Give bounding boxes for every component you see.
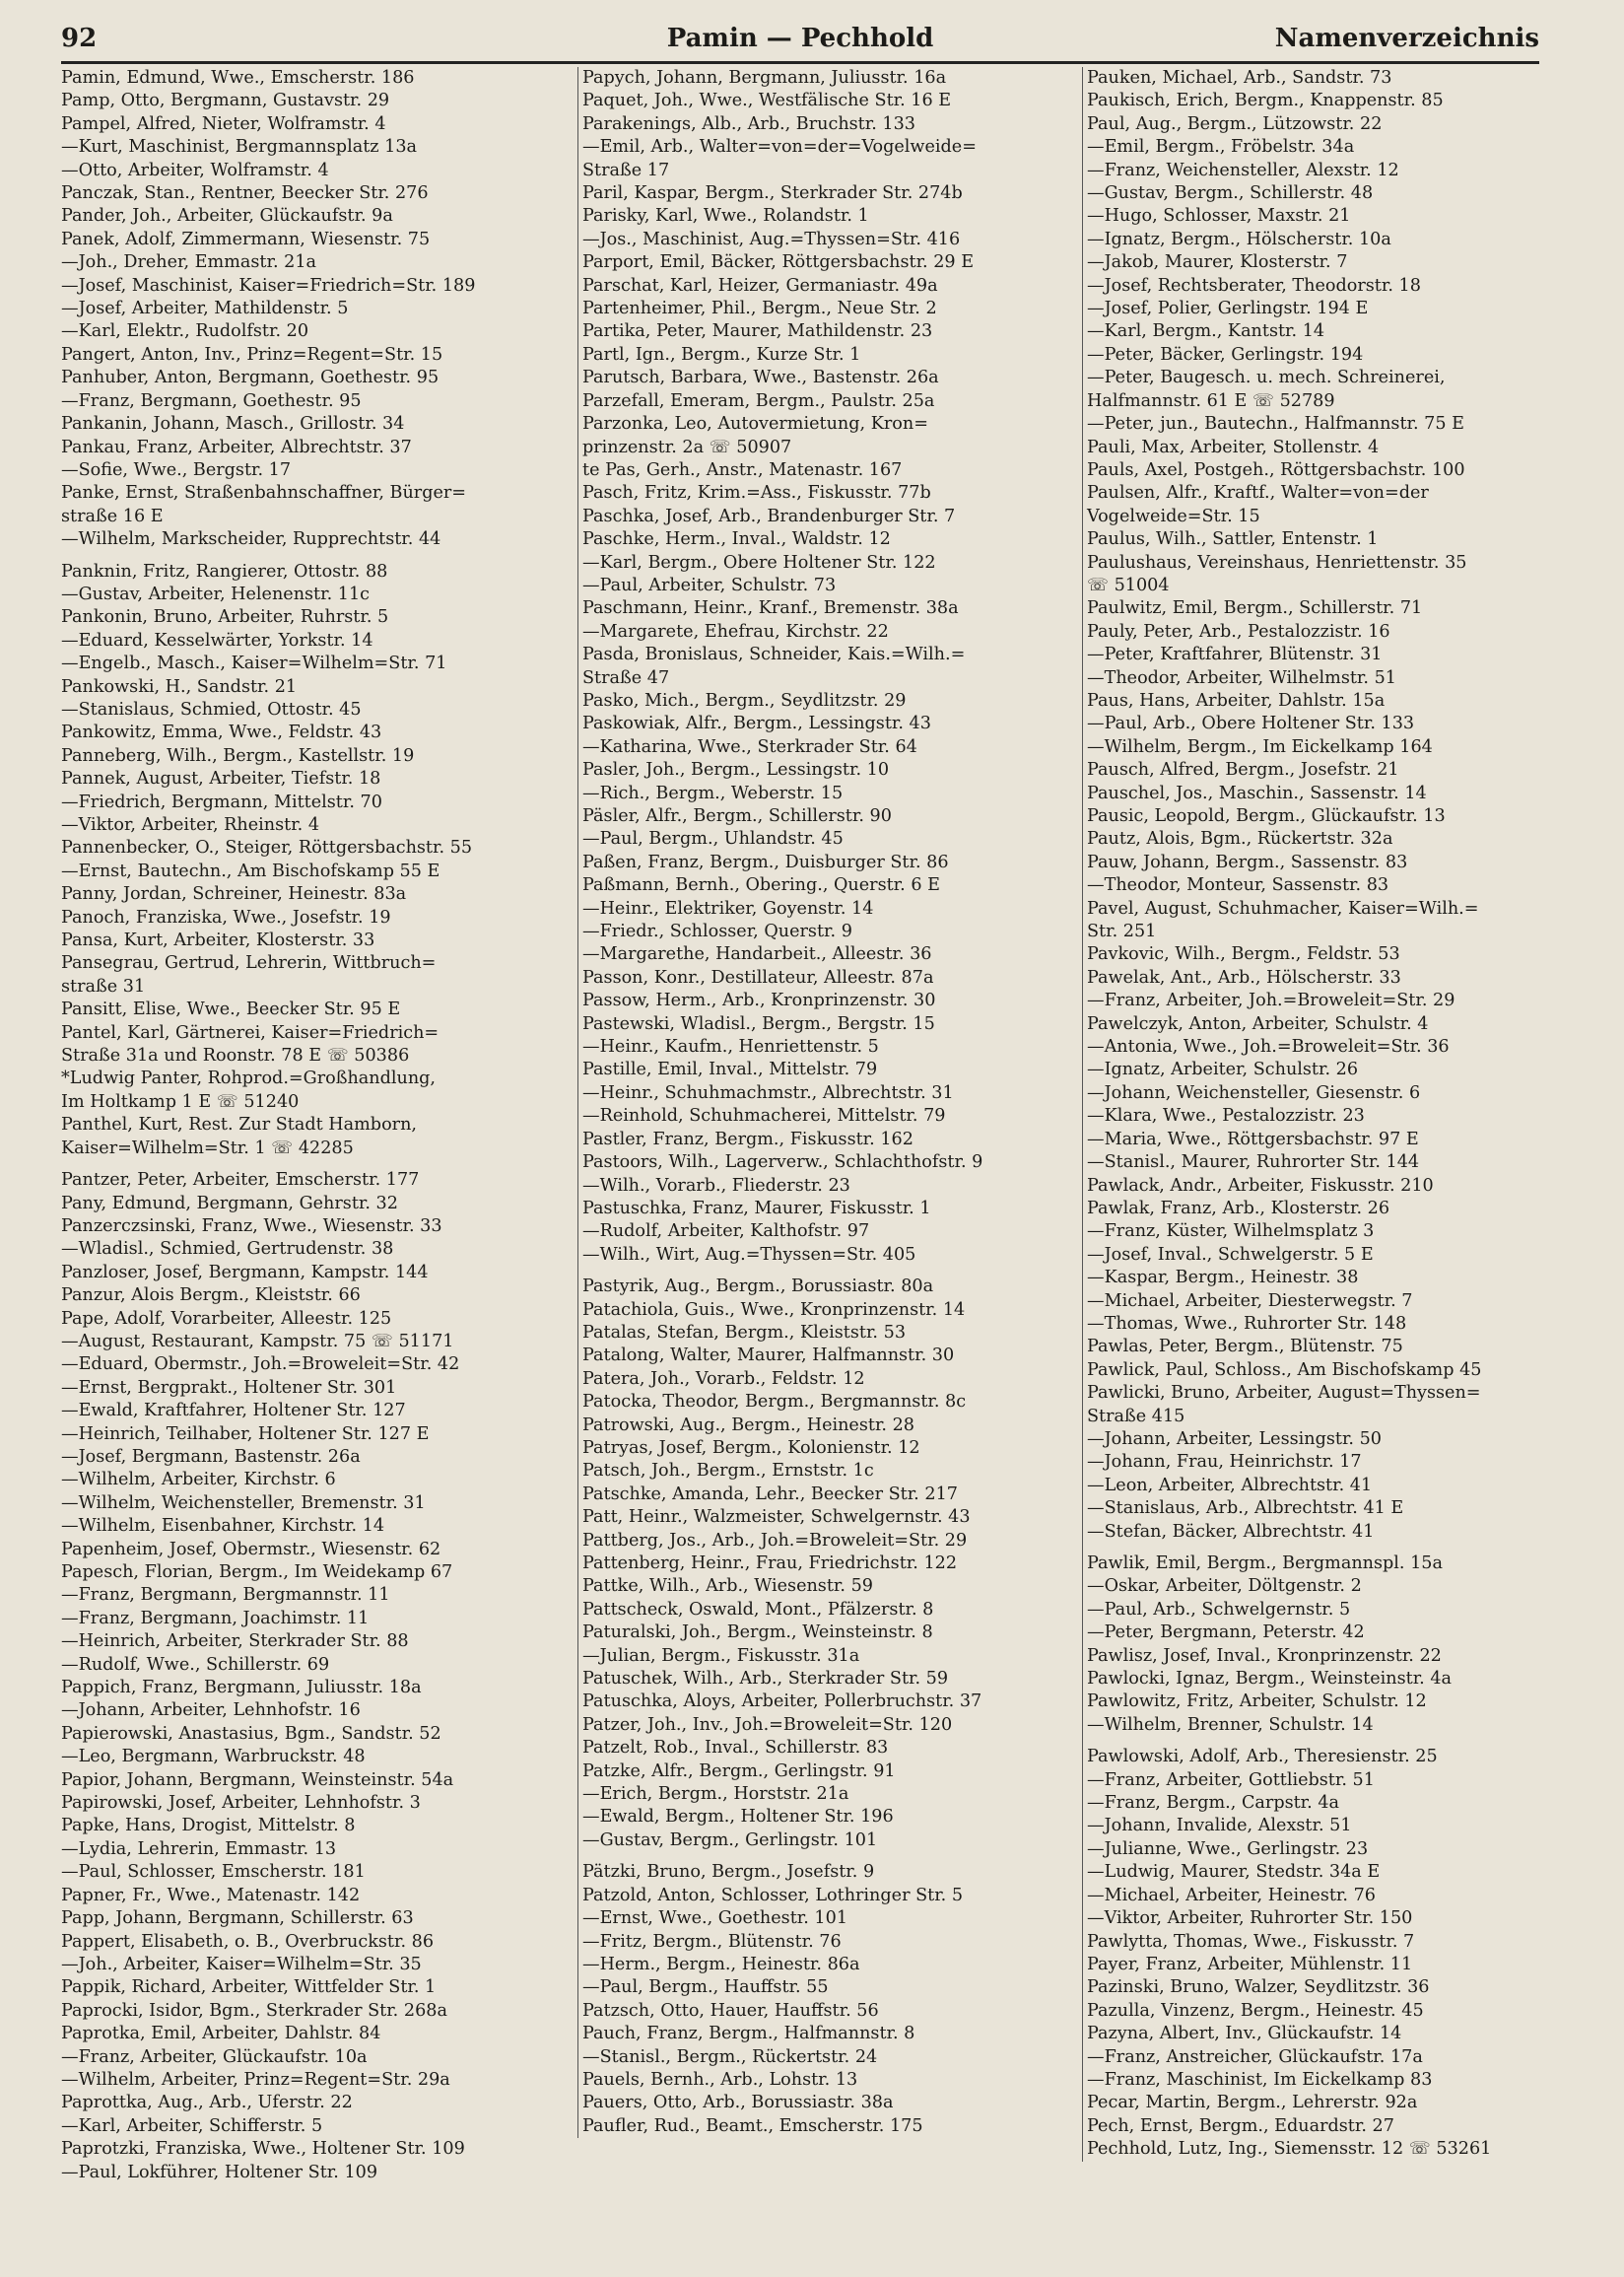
directory-entry: Pankowski, H., Sandstr. 21: [61, 676, 298, 697]
directory-entry: straße 16 E: [61, 506, 164, 526]
directory-entry: Pannek, August, Arbeiter, Tiefstr. 18: [61, 769, 381, 790]
directory-entry: —Ewald, Kraftfahrer, Holtener Str. 127: [61, 1401, 406, 1421]
directory-entry: —Margarethe, Handarbeit., Alleestr. 36: [582, 944, 932, 965]
directory-entry: —Wilh., Wirt, Aug.=Thyssen=Str. 405: [582, 1244, 916, 1265]
directory-entry: Pansa, Kurt, Arbeiter, Klosterstr. 33: [61, 931, 375, 951]
directory-entry: Pazulla, Vinzenz, Bergm., Heinestr. 45: [1087, 2000, 1424, 2021]
directory-entry: Panzur, Alois Bergm., Kleiststr. 66: [61, 1285, 361, 1306]
directory-entry: Pamin, Edmund, Wwe., Emscherstr. 186: [61, 68, 415, 88]
directory-entry: Patocka, Theodor, Bergm., Bergmannstr. 8c: [582, 1392, 967, 1413]
directory-entry: —Peter, Bäcker, Gerlingstr. 194: [1087, 344, 1364, 365]
directory-entry: Patzer, Joh., Inv., Joh.=Broweleit=Str. 120: [582, 1714, 953, 1735]
directory-entry: —Viktor, Arbeiter, Rheinstr. 4: [61, 815, 320, 835]
directory-entry: Pappert, Elisabeth, o. B., Overbruckstr. 86: [61, 1931, 435, 1952]
directory-entry: —Karl, Bergm., Obere Holtener Str. 122: [582, 552, 936, 573]
directory-entry: Paßmann, Bernh., Obering., Querstr. 6 E: [582, 875, 940, 896]
directory-entry: —Kurt, Maschinist, Bergmannsplatz 13a: [61, 137, 417, 158]
directory-entry: Pawlowski, Adolf, Arb., Theresienstr. 25: [1087, 1747, 1438, 1767]
directory-entry: Parzefall, Emeram, Bergm., Paulstr. 25a: [582, 390, 935, 411]
directory-entry: —Stanisl., Bergm., Rückertstr. 24: [582, 2046, 878, 2067]
directory-entry: —Sofie, Wwe., Bergstr. 17: [61, 459, 292, 480]
directory-entry: Pappik, Richard, Arbeiter, Wittfelder Str. 1: [61, 1977, 437, 1998]
directory-entry: Pawlack, Andr., Arbeiter, Fiskusstr. 210: [1087, 1175, 1434, 1196]
directory-entry: —Rich., Bergm., Weberstr. 15: [582, 783, 844, 803]
directory-column-2: [577, 67, 1080, 2138]
directory-entry: Pappich, Franz, Bergmann, Juliusstr. 18a: [61, 1678, 422, 1698]
directory-entry: Im Holtkamp 1 E ☏ 51240: [61, 1091, 300, 1112]
directory-entry: —Wilhelm, Arbeiter, Prinz=Regent=Str. 29a: [61, 2069, 450, 2090]
directory-entry: Päsler, Alfr., Bergm., Schillerstr. 90: [582, 806, 892, 826]
directory-entry: Paschmann, Heinr., Kranf., Bremenstr. 38a: [582, 598, 959, 619]
entry-spacer: [582, 1852, 1080, 1861]
directory-entry: Paturalski, Joh., Bergm., Weinsteinstr. 8: [582, 1622, 933, 1643]
directory-entry: —Emil, Arb., Walter=von=der=Vogelweide=: [582, 137, 977, 158]
directory-entry: —Kaspar, Bergm., Heinestr. 38: [1087, 1268, 1359, 1288]
directory-entry: —Paul, Schlosser, Emscherstr. 181: [61, 1862, 366, 1883]
directory-entry: Partl, Ign., Bergm., Kurze Str. 1: [582, 344, 861, 365]
directory-entry: —Franz, Bergmann, Joachimstr. 11: [61, 1608, 370, 1628]
directory-entry: —Ewald, Bergm., Holtener Str. 196: [582, 1807, 894, 1828]
directory-entry: Pasler, Joh., Bergm., Lessingstr. 10: [582, 760, 890, 781]
directory-entry: Pany, Edmund, Bergmann, Gehrstr. 32: [61, 1193, 398, 1213]
directory-entry: —Wladisl., Schmied, Gertrudenstr. 38: [61, 1239, 394, 1260]
directory-entry: Pawlak, Franz, Arb., Klosterstr. 26: [1087, 1198, 1390, 1218]
directory-entry: —Franz, Bergmann, Bergmannstr. 11: [61, 1585, 390, 1606]
directory-entry: —Stanislaus, Arb., Albrechtstr. 41 E: [1087, 1498, 1404, 1519]
directory-entry: —Joh., Arbeiter, Kaiser=Wilhelm=Str. 35: [61, 1954, 422, 1974]
directory-entry: Pawlick, Paul, Schloss., Am Bischofskamp 45: [1087, 1359, 1482, 1380]
directory-entry: Str. 251: [1087, 922, 1157, 942]
directory-entry: Pauschel, Jos., Maschin., Sassenstr. 14: [1087, 783, 1427, 803]
directory-entry: Pastyrik, Aug., Bergm., Borussiastr. 80a: [582, 1276, 934, 1297]
directory-entry: —Johann, Arbeiter, Lehnhofstr. 16: [61, 1700, 361, 1721]
directory-entry: —Rudolf, Arbeiter, Kalthofstr. 97: [582, 1221, 870, 1242]
directory-entry: —Lydia, Lehrerin, Emmastr. 13: [61, 1838, 337, 1859]
directory-entry: —Erich, Bergm., Horststr. 21a: [582, 1784, 849, 1805]
directory-entry: Paril, Kaspar, Bergm., Sterkrader Str. 274b: [582, 183, 963, 204]
directory-entry: Pawlocki, Ignaz, Bergm., Weinsteinstr. 4a: [1087, 1669, 1453, 1690]
section-title: Namenverzeichnis: [1274, 24, 1539, 53]
directory-entry: Pattenberg, Heinr., Frau, Friedrichstr. 122: [582, 1553, 958, 1573]
directory-entry: —Friedrich, Bergmann, Mittelstr. 70: [61, 792, 382, 812]
directory-entry: Vogelweide=Str. 15: [1087, 506, 1260, 526]
directory-entry: Pasda, Bronislaus, Schneider, Kais.=Wilh.=: [582, 645, 966, 665]
directory-entry: Patera, Joh., Vorarb., Feldstr. 12: [582, 1368, 865, 1389]
directory-entry: —Josef, Rechtsberater, Theodorstr. 18: [1087, 275, 1421, 296]
directory-entry: Pausch, Alfred, Bergm., Josefstr. 21: [1087, 760, 1399, 781]
directory-entry: —Jakob, Maurer, Klosterstr. 7: [1087, 252, 1348, 273]
directory-entry: —Antonia, Wwe., Joh.=Broweleit=Str. 36: [1087, 1037, 1450, 1058]
directory-entry: —Wilhelm, Eisenbahner, Kirchstr. 14: [61, 1516, 385, 1537]
directory-entry: Pampel, Alfred, Nieter, Wolframstr. 4: [61, 113, 386, 134]
directory-entry: —Wilhelm, Brenner, Schulstr. 14: [1087, 1714, 1374, 1735]
directory-entry: Panhuber, Anton, Bergmann, Goethestr. 95: [61, 368, 440, 388]
entry-spacer: [61, 552, 559, 561]
directory-entry: Patzke, Alfr., Bergm., Gerlingstr. 91: [582, 1760, 896, 1781]
directory-entry: Halfmannstr. 61 E ☏ 52789: [1087, 390, 1335, 411]
directory-entry: Paulwitz, Emil, Bergm., Schillerstr. 71: [1087, 598, 1423, 619]
directory-entry: Parzonka, Leo, Autovermietung, Kron=: [582, 414, 928, 435]
directory-entry: straße 31: [61, 976, 146, 997]
directory-entry: —Heinr., Elektriker, Goyenstr. 14: [582, 898, 874, 919]
directory-entry: Pankanin, Johann, Masch., Grillostr. 34: [61, 414, 405, 435]
directory-entry: Pavkovic, Wilh., Bergm., Feldstr. 53: [1087, 944, 1400, 965]
directory-entry: —Heinr., Schuhmachmstr., Albrechtstr. 31: [582, 1082, 954, 1103]
directory-entry: —Johann, Frau, Heinrichstr. 17: [1087, 1452, 1362, 1473]
directory-entry: —Franz, Anstreicher, Glückaufstr. 17a: [1087, 2046, 1423, 2067]
directory-entry: Pawelczyk, Anton, Arbeiter, Schulstr. 4: [1087, 1013, 1429, 1034]
directory-entry: Papirowski, Josef, Arbeiter, Lehnhofstr. 3: [61, 1793, 421, 1814]
directory-entry: —Stefan, Bäcker, Albrechtstr. 41: [1087, 1521, 1375, 1542]
directory-entry: —Karl, Arbeiter, Schifferstr. 5: [61, 2115, 323, 2136]
directory-entry: —Gustav, Arbeiter, Helenenstr. 11c: [61, 584, 371, 604]
directory-entry: —Julianne, Wwe., Gerlingstr. 23: [1087, 1838, 1369, 1859]
directory-entry: —Heinr., Kaufm., Henriettenstr. 5: [582, 1037, 879, 1058]
directory-entry: Straße 31a und Roonstr. 78 E ☏ 50386: [61, 1046, 410, 1067]
directory-entry: Pansitt, Elise, Wwe., Beecker Str. 95 E: [61, 1000, 401, 1020]
directory-entry: Patzelt, Rob., Inval., Schillerstr. 83: [582, 1738, 889, 1759]
directory-entry: —Ernst, Bautechn., Am Bischofskamp 55 E: [61, 861, 440, 881]
directory-entry: —Josef, Polier, Gerlingstr. 194 E: [1087, 299, 1369, 319]
directory-entry: Paprottka, Aug., Arb., Uferstr. 22: [61, 2093, 353, 2113]
directory-entry: —August, Restaurant, Kampstr. 75 ☏ 51171: [61, 1331, 454, 1351]
page-header: [61, 22, 1539, 64]
directory-entry: Pankowitz, Emma, Wwe., Feldstr. 43: [61, 723, 382, 743]
directory-entry: Parutsch, Barbara, Wwe., Bastenstr. 26a: [582, 368, 939, 388]
directory-entry: —Oskar, Arbeiter, Döltgenstr. 2: [1087, 1576, 1362, 1597]
directory-entry: Patrowski, Aug., Bergm., Heinestr. 28: [582, 1414, 914, 1435]
directory-entry: Partika, Peter, Maurer, Mathildenstr. 23: [582, 321, 933, 342]
directory-entry: Paulushaus, Vereinshaus, Henriettenstr. 35: [1087, 552, 1467, 573]
directory-entry: Papp, Johann, Bergmann, Schillerstr. 63: [61, 1908, 414, 1929]
directory-entry: —Franz, Küster, Wilhelmsplatz 3: [1087, 1221, 1375, 1242]
directory-entry: —Otto, Arbeiter, Wolframstr. 4: [61, 160, 329, 180]
directory-entry: —Franz, Maschinist, Im Eickelkamp 83: [1087, 2069, 1433, 2090]
directory-entry: Straße 17: [582, 160, 670, 180]
directory-entry: Pastille, Emil, Inval., Mittelstr. 79: [582, 1060, 878, 1080]
directory-entry: Pech, Ernst, Bergm., Eduardstr. 27: [1087, 2115, 1394, 2136]
entry-spacer: [61, 1160, 559, 1169]
directory-entry: Panthel, Kurt, Rest. Zur Stadt Hamborn,: [61, 1115, 417, 1136]
directory-entry: Pastewski, Wladisl., Bergm., Bergstr. 15: [582, 1013, 935, 1034]
directory-entry: —Ignatz, Arbeiter, Schulstr. 26: [1087, 1060, 1359, 1080]
directory-entry: —Paul, Arb., Schwelgernstr. 5: [1087, 1599, 1351, 1620]
directory-entry: —Friedr., Schlosser, Querstr. 9: [582, 922, 852, 942]
directory-entry: Pasch, Fritz, Krim.=Ass., Fiskusstr. 77b: [582, 483, 931, 504]
directory-entry: Pauli, Max, Arbeiter, Stollenstr. 4: [1087, 437, 1380, 457]
directory-entry: —Margarete, Ehefrau, Kirchstr. 22: [582, 621, 889, 642]
directory-entry: Panek, Adolf, Zimmermann, Wiesenstr. 75: [61, 229, 431, 249]
directory-entry: Parport, Emil, Bäcker, Röttgersbachstr. 29 E: [582, 252, 975, 273]
directory-entry: Pauch, Franz, Bergm., Halfmannstr. 8: [582, 2024, 915, 2044]
directory-entry: —Michael, Arbeiter, Diesterwegstr. 7: [1087, 1290, 1413, 1311]
directory-entry: —Karl, Bergm., Kantstr. 14: [1087, 321, 1325, 342]
directory-column-3: [1082, 67, 1585, 2162]
directory-entry: Pauw, Johann, Bergm., Sassenstr. 83: [1087, 852, 1408, 872]
directory-entry: —Johann, Arbeiter, Lessingstr. 50: [1087, 1428, 1382, 1449]
directory-entry: —Stanislaus, Schmied, Ottostr. 45: [61, 699, 362, 720]
directory-entry: Patalong, Walter, Maurer, Halfmannstr. 30: [582, 1346, 955, 1366]
directory-entry: Straße 415: [1087, 1406, 1185, 1426]
directory-entry: —Paul, Bergm., Uhlandstr. 45: [582, 829, 844, 850]
directory-entry: —Jos., Maschinist, Aug.=Thyssen=Str. 416: [582, 229, 961, 249]
page-number: 92: [61, 24, 98, 53]
directory-entry: —Gustav, Bergm., Schillerstr. 48: [1087, 183, 1374, 204]
directory-entry: —Julian, Bergm., Fiskusstr. 31a: [582, 1645, 860, 1666]
directory-entry: Papior, Johann, Bergmann, Weinsteinstr. 54a: [61, 1769, 454, 1790]
directory-entry: Panknin, Fritz, Rangierer, Ottostr. 88: [61, 561, 388, 582]
directory-entry: Pazinski, Bruno, Walzer, Seydlitzstr. 36: [1087, 1977, 1430, 1998]
directory-entry: Papych, Johann, Bergmann, Juliusstr. 16a: [582, 68, 947, 88]
directory-entry: Patzsch, Otto, Hauer, Hauffstr. 56: [582, 2000, 879, 2021]
directory-entry: —Heinrich, Arbeiter, Sterkrader Str. 88: [61, 1631, 409, 1652]
directory-entry: Patschke, Amanda, Lehr., Beecker Str. 217: [582, 1484, 958, 1504]
directory-entry: —Engelb., Masch., Kaiser=Wilhelm=Str. 71: [61, 654, 447, 674]
directory-entry: —Peter, Baugesch. u. mech. Schreinerei,: [1087, 368, 1446, 388]
directory-entry: Pander, Joh., Arbeiter, Glückaufstr. 9a: [61, 206, 393, 227]
directory-entry: —Herm., Bergm., Heinestr. 86a: [582, 1954, 860, 1974]
entry-spacer: [582, 1267, 1080, 1276]
directory-entry: —Wilhelm, Bergm., Im Eickelkamp 164: [1087, 736, 1433, 757]
directory-entry: Patuschka, Aloys, Arbeiter, Pollerbruchstr. 37: [582, 1691, 982, 1712]
directory-entry: —Heinrich, Teilhaber, Holtener Str. 127 E: [61, 1423, 430, 1444]
directory-entry: Pätzki, Bruno, Bergm., Josefstr. 9: [582, 1862, 875, 1883]
directory-entry: Patt, Heinr., Walzmeister, Schwelgernstr. 43: [582, 1507, 971, 1528]
directory-entry: —Franz, Arbeiter, Glückaufstr. 10a: [61, 2046, 368, 2067]
directory-entry: Pawelak, Ant., Arb., Hölscherstr. 33: [1087, 967, 1401, 988]
directory-entry: Pauers, Otto, Arb., Borussiastr. 38a: [582, 2093, 894, 2113]
directory-entry: Pamp, Otto, Bergmann, Gustavstr. 29: [61, 91, 390, 111]
directory-entry: Parisky, Karl, Wwe., Rolandstr. 1: [582, 206, 869, 227]
directory-entry: —Paul, Lokführer, Holtener Str. 109: [61, 2162, 378, 2182]
directory-entry: —Josef, Maschinist, Kaiser=Friedrich=Str. 189: [61, 275, 476, 296]
directory-entry: —Fritz, Bergm., Blütenstr. 76: [582, 1931, 842, 1952]
directory-entry: Paprocki, Isidor, Bgm., Sterkrader Str. 268a: [61, 2000, 447, 2021]
directory-entry: Pawlicki, Bruno, Arbeiter, August=Thyssen=: [1087, 1383, 1481, 1404]
directory-entry: Pauken, Michael, Arb., Sandstr. 73: [1087, 68, 1392, 88]
directory-entry: Patalas, Stefan, Bergm., Kleiststr. 53: [582, 1322, 907, 1343]
directory-entry: —Theodor, Monteur, Sassenstr. 83: [1087, 875, 1389, 896]
directory-entry: Papke, Hans, Drogist, Mittelstr. 8: [61, 1816, 356, 1836]
directory-entry: —Wilhelm, Weichensteller, Bremenstr. 31: [61, 1492, 426, 1513]
directory-entry: Pape, Adolf, Vorarbeiter, Alleestr. 125: [61, 1308, 392, 1329]
directory-entry: Pangert, Anton, Inv., Prinz=Regent=Str. 15: [61, 344, 443, 365]
directory-entry: Pauly, Peter, Arb., Pestalozzistr. 16: [1087, 621, 1390, 642]
directory-entry: Pansegrau, Gertrud, Lehrerin, Wittbruch=: [61, 953, 437, 974]
directory-entry: —Josef, Bergmann, Bastenstr. 26a: [61, 1446, 361, 1467]
directory-entry: Pawlas, Peter, Bergm., Blütenstr. 75: [1087, 1337, 1403, 1357]
directory-entry: —Viktor, Arbeiter, Ruhrorter Str. 150: [1087, 1908, 1413, 1929]
directory-entry: Papenheim, Josef, Obermstr., Wiesenstr. 62: [61, 1539, 441, 1559]
directory-entry: —Klara, Wwe., Pestalozzistr. 23: [1087, 1106, 1365, 1127]
directory-entry: Pavel, August, Schuhmacher, Kaiser=Wilh.=: [1087, 898, 1479, 919]
directory-entry: —Ernst, Bergprakt., Holtener Str. 301: [61, 1377, 397, 1398]
directory-entry: Paufler, Rud., Beamt., Emscherstr. 175: [582, 2115, 923, 2136]
directory-entry: —Wilhelm, Markscheider, Rupprechtstr. 44: [61, 529, 441, 550]
directory-entry: Paprotzki, Franziska, Wwe., Holtener Str. 109: [61, 2139, 465, 2160]
directory-entry: Passon, Konr., Destillateur, Alleestr. 87a: [582, 967, 934, 988]
directory-entry: Panke, Ernst, Straßenbahnschaffner, Bürger=: [61, 483, 467, 504]
directory-entry: —Peter, jun., Bautechn., Halfmannstr. 75 E: [1087, 414, 1465, 435]
directory-entry: —Hugo, Schlosser, Maxstr. 21: [1087, 206, 1351, 227]
directory-entry: Paschke, Herm., Inval., Waldstr. 12: [582, 529, 891, 550]
directory-entry: Patzold, Anton, Schlosser, Lothringer Str. 5: [582, 1885, 964, 1905]
directory-entry: Pantzer, Peter, Arbeiter, Emscherstr. 177: [61, 1170, 420, 1191]
directory-entry: —Wilh., Vorarb., Fliederstr. 23: [582, 1175, 850, 1196]
directory-entry: —Joh., Dreher, Emmastr. 21a: [61, 252, 317, 273]
directory-entry: Payer, Franz, Arbeiter, Mühlenstr. 11: [1087, 1954, 1413, 1974]
directory-entry: Paulus, Wilh., Sattler, Entenstr. 1: [1087, 529, 1379, 550]
directory-entry: ☏ 51004: [1087, 575, 1170, 595]
directory-entry: Panzerczsinski, Franz, Wwe., Wiesenstr. 33: [61, 1215, 442, 1236]
directory-entry: Paprotka, Emil, Arbeiter, Dahlstr. 84: [61, 2024, 381, 2044]
directory-entry: Pattke, Wilh., Arb., Wiesenstr. 59: [582, 1576, 873, 1597]
directory-entry: Pazyna, Albert, Inv., Glückaufstr. 14: [1087, 2024, 1402, 2044]
directory-entry: Paquet, Joh., Wwe., Westfälische Str. 16 E: [582, 91, 952, 111]
directory-entry: —Thomas, Wwe., Ruhrorter Str. 148: [1087, 1313, 1407, 1334]
entry-spacer: [1087, 1544, 1585, 1552]
directory-entry: —Katharina, Wwe., Sterkrader Str. 64: [582, 736, 917, 757]
directory-entry: Pattberg, Jos., Arb., Joh.=Broweleit=Str. 29: [582, 1530, 968, 1551]
directory-entry: —Paul, Arb., Obere Holtener Str. 133: [1087, 714, 1415, 734]
directory-entry: —Franz, Bergm., Carpstr. 4a: [1087, 1793, 1340, 1814]
directory-entry: —Rudolf, Wwe., Schillerstr. 69: [61, 1654, 330, 1675]
directory-entry: Patryas, Josef, Bergm., Kolonienstr. 12: [582, 1437, 920, 1458]
directory-entry: Papner, Fr., Wwe., Matenastr. 142: [61, 1885, 361, 1905]
directory-entry: —Peter, Bergmann, Peterstr. 42: [1087, 1622, 1365, 1643]
directory-entry: —Emil, Bergm., Fröbelstr. 34a: [1087, 137, 1355, 158]
directory-entry: Pauels, Bernh., Arb., Lohstr. 13: [582, 2069, 858, 2090]
directory-entry: Pasko, Mich., Bergm., Seydlitzstr. 29: [582, 690, 907, 711]
directory-entry: Panneberg, Wilh., Bergm., Kastellstr. 19: [61, 745, 415, 766]
directory-entry: Papesch, Florian, Bergm., Im Weidekamp 67: [61, 1562, 453, 1582]
directory-entry: Panczak, Stan., Rentner, Beecker Str. 276: [61, 183, 429, 204]
directory-entry: Pastoors, Wilh., Lagerverw., Schlachthofstr. 9: [582, 1152, 983, 1173]
directory-entry: Paul, Aug., Bergm., Lützowstr. 22: [1087, 113, 1383, 134]
directory-entry: Kaiser=Wilhelm=Str. 1 ☏ 42285: [61, 1138, 354, 1158]
directory-entry: —Peter, Kraftfahrer, Blütenstr. 31: [1087, 645, 1383, 665]
directory-entry: —Wilhelm, Arbeiter, Kirchstr. 6: [61, 1470, 336, 1490]
directory-entry: Pantel, Karl, Gärtnerei, Kaiser=Friedrich=: [61, 1022, 440, 1043]
directory-entry: Pastuschka, Franz, Maurer, Fiskusstr. 1: [582, 1198, 931, 1218]
directory-entry: —Eduard, Obermstr., Joh.=Broweleit=Str. 42: [61, 1354, 460, 1375]
directory-entry: —Josef, Inval., Schwelgerstr. 5 E: [1087, 1244, 1374, 1265]
directory-entry: —Stanisl., Maurer, Ruhrorter Str. 144: [1087, 1152, 1420, 1173]
directory-entry: Pawlytta, Thomas, Wwe., Fiskusstr. 7: [1087, 1931, 1415, 1952]
directory-entry: —Ignatz, Bergm., Hölscherstr. 10a: [1087, 229, 1391, 249]
running-title: Pamin — Pechhold: [666, 24, 934, 53]
directory-entry: Panzloser, Josef, Bergmann, Kampstr. 144: [61, 1262, 429, 1282]
directory-entry: —Franz, Bergmann, Goethestr. 95: [61, 390, 362, 411]
directory-entry: —Ernst, Wwe., Goethestr. 101: [582, 1908, 848, 1929]
directory-entry: —Karl, Elektr., Rudolfstr. 20: [61, 321, 309, 342]
directory-entry: Pankau, Franz, Arbeiter, Albrechtstr. 37: [61, 437, 412, 457]
directory-entry: Pattscheck, Oswald, Mont., Pfälzerstr. 8: [582, 1599, 934, 1620]
directory-entry: Paschka, Josef, Arb., Brandenburger Str. 7: [582, 506, 956, 526]
directory-entry: Papierowski, Anastasius, Bgm., Sandstr. 52: [61, 1723, 441, 1744]
directory-entry: Pechhold, Lutz, Ing., Siemensstr. 12 ☏ 53261: [1087, 2139, 1492, 2160]
directory-entry: Paskowiak, Alfr., Bergm., Lessingstr. 43: [582, 714, 931, 734]
directory-entry: Patuschek, Wilh., Arb., Sterkrader Str. 59: [582, 1669, 949, 1690]
directory-entry: Pecar, Martin, Bergm., Lehrerstr. 92a: [1087, 2093, 1418, 2113]
directory-entry: —Johann, Invalide, Alexstr. 51: [1087, 1816, 1352, 1836]
directory-entry: —Paul, Bergm., Hauffstr. 55: [582, 1977, 829, 1998]
directory-entry: Pannenbecker, O., Steiger, Röttgersbachstr. 55: [61, 838, 473, 859]
directory-entry: —Michael, Arbeiter, Heinestr. 76: [1087, 1885, 1376, 1905]
entry-spacer: [1087, 1737, 1585, 1746]
directory-entry: Pawlik, Emil, Bergm., Bergmannspl. 15a: [1087, 1553, 1443, 1573]
directory-entry: Parakenings, Alb., Arb., Bruchstr. 133: [582, 113, 916, 134]
directory-entry: Paus, Hans, Arbeiter, Dahlstr. 15a: [1087, 690, 1386, 711]
directory-entry: —Eduard, Kesselwärter, Yorkstr. 14: [61, 630, 373, 651]
directory-entry: —Johann, Weichensteller, Giesenstr. 6: [1087, 1082, 1421, 1103]
directory-entry: —Paul, Arbeiter, Schulstr. 73: [582, 575, 837, 595]
directory-entry: Pauls, Axel, Postgeh., Röttgersbachstr. 100: [1087, 459, 1465, 480]
directory-entry: —Josef, Arbeiter, Mathildenstr. 5: [61, 299, 349, 319]
directory-entry: —Franz, Arbeiter, Gottliebstr. 51: [1087, 1769, 1375, 1790]
directory-entry: —Franz, Weichensteller, Alexstr. 12: [1087, 160, 1399, 180]
directory-entry: Paulsen, Alfr., Kraftf., Walter=von=der: [1087, 483, 1429, 504]
directory-entry: —Reinhold, Schuhmacherei, Mittelstr. 79: [582, 1106, 946, 1127]
directory-entry: te Pas, Gerh., Anstr., Matenastr. 167: [582, 459, 903, 480]
directory-entry: Pawlisz, Josef, Inval., Kronprinzenstr. 22: [1087, 1645, 1442, 1666]
directory-entry: —Maria, Wwe., Röttgersbachstr. 97 E: [1087, 1129, 1419, 1149]
directory-entry: Partenheimer, Phil., Bergm., Neue Str. 2: [582, 299, 937, 319]
directory-entry: Pawlowitz, Fritz, Arbeiter, Schulstr. 12: [1087, 1691, 1427, 1712]
directory-entry: —Gustav, Bergm., Gerlingstr. 101: [582, 1829, 878, 1850]
directory-entry: *Ludwig Panter, Rohprod.=Großhandlung,: [61, 1069, 437, 1089]
directory-entry: —Leon, Arbeiter, Albrechtstr. 41: [1087, 1475, 1373, 1495]
directory-entry: Paukisch, Erich, Bergm., Knappenstr. 85: [1087, 91, 1444, 111]
directory-entry: Panoch, Franziska, Wwe., Josefstr. 19: [61, 907, 391, 928]
directory-entry: Pastler, Franz, Bergm., Fiskusstr. 162: [582, 1129, 914, 1149]
directory-entry: Pankonin, Bruno, Arbeiter, Ruhrstr. 5: [61, 607, 389, 628]
directory-column-1: [61, 67, 559, 2184]
directory-entry: Parschat, Karl, Heizer, Germaniastr. 49a: [582, 275, 938, 296]
directory-entry: Patachiola, Guis., Wwe., Kronprinzenstr. 14: [582, 1299, 966, 1320]
directory-entry: Pautz, Alois, Bgm., Rückertstr. 32a: [1087, 829, 1393, 850]
directory-entry: —Ludwig, Maurer, Stedstr. 34a E: [1087, 1862, 1381, 1883]
directory-entry: prinzenstr. 2a ☏ 50907: [582, 437, 792, 457]
directory-entry: Pausic, Leopold, Bergm., Glückaufstr. 13: [1087, 806, 1446, 826]
directory-entry: Passow, Herm., Arb., Kronprinzenstr. 30: [582, 991, 936, 1011]
directory-entry: —Leo, Bergmann, Warbruckstr. 48: [61, 1747, 366, 1767]
directory-entry: Panny, Jordan, Schreiner, Heinestr. 83a: [61, 884, 407, 905]
directory-entry: —Franz, Arbeiter, Joh.=Broweleit=Str. 29: [1087, 991, 1455, 1011]
directory-entry: —Theodor, Arbeiter, Wilhelmstr. 51: [1087, 667, 1396, 688]
directory-entry: Straße 47: [582, 667, 670, 688]
directory-entry: Patsch, Joh., Bergm., Ernststr. 1c: [582, 1461, 874, 1482]
directory-entry: Paßen, Franz, Bergm., Duisburger Str. 86: [582, 852, 949, 872]
